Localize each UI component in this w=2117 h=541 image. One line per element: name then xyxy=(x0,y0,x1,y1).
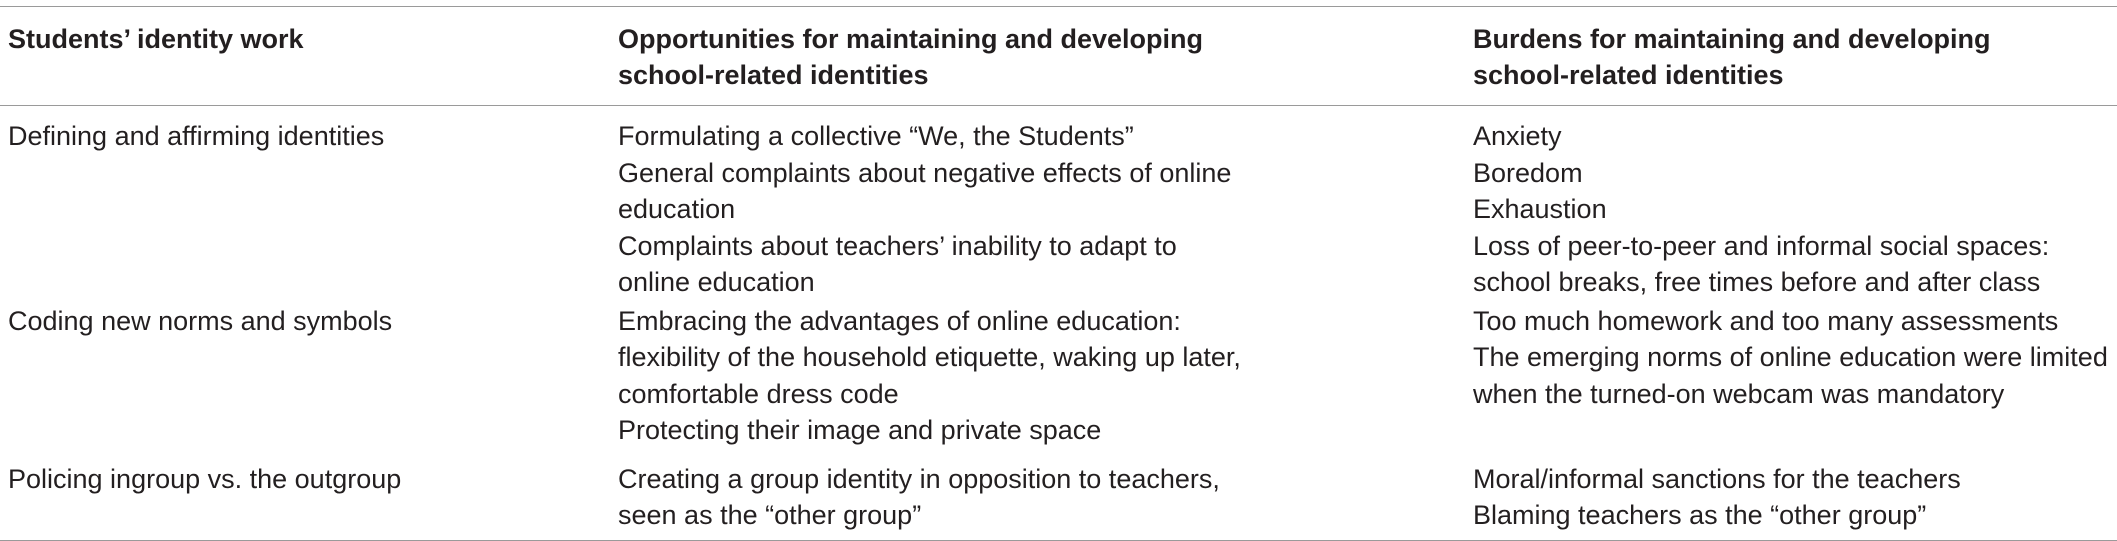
opportunity-line: seen as the “other group” xyxy=(618,500,922,530)
table-header-row xyxy=(0,7,2117,106)
opportunity-line: Creating a group identity in opposition to teachers, xyxy=(618,463,1220,494)
header-burdens-line-1: Burdens for maintaining and developing xyxy=(1473,24,1991,54)
burden-line: The emerging norms of online education were limited xyxy=(1473,342,2108,372)
opportunity-line: comfortable dress code xyxy=(618,378,899,409)
opportunity-line: education xyxy=(618,194,736,224)
cell-burdens xyxy=(1465,106,2117,301)
identity-work-table-container xyxy=(0,6,2117,541)
identity-work-label: Policing ingroup vs. the outgroup xyxy=(8,463,402,494)
identity-work-table xyxy=(0,6,2117,541)
burden-line: Too much homework and too many assessments xyxy=(1473,305,2059,336)
identity-work-label: Defining and affirming identities xyxy=(8,121,385,151)
header-opportunities xyxy=(610,7,1465,106)
header-burdens xyxy=(1465,7,2117,106)
header-burdens-line-2: school-related identities xyxy=(1473,60,1784,90)
opportunity-line: Embracing the advantages of online education: xyxy=(618,305,1181,336)
burden-line: Anxiety xyxy=(1473,121,1562,151)
table-row xyxy=(0,301,2117,449)
cell-burdens xyxy=(1465,449,2117,541)
burden-line: Boredom xyxy=(1473,157,1583,188)
cell-burdens xyxy=(1465,301,2117,449)
opportunity-line: Formulating a collective “We, the Students” xyxy=(618,121,1134,151)
opportunity-line: Protecting their image and private space xyxy=(618,415,1102,445)
opportunity-line: Complaints about teachers’ inability to adapt to xyxy=(618,230,1177,261)
opportunity-line: General complaints about negative effects of online xyxy=(618,157,1232,188)
header-opportunities-line-1: Opportunities for maintaining and developing xyxy=(618,24,1204,54)
burden-line: Blaming teachers as the “other group” xyxy=(1473,500,1927,530)
header-identity-work-label: Students’ identity work xyxy=(8,24,304,54)
opportunity-line: online education xyxy=(618,267,815,297)
burden-line: when the turned-on webcam was mandatory xyxy=(1473,378,2005,409)
cell-identity-work xyxy=(0,449,610,541)
burden-line: school breaks, free times before and after class xyxy=(1473,267,2041,297)
cell-identity-work xyxy=(0,301,610,449)
cell-opportunities xyxy=(610,449,1465,541)
table-row xyxy=(0,449,2117,541)
burden-line: Moral/informal sanctions for the teachers xyxy=(1473,463,1961,494)
opportunity-line: flexibility of the household etiquette, waking up later, xyxy=(618,342,1241,372)
burden-line: Exhaustion xyxy=(1473,194,1607,224)
table-row xyxy=(0,106,2117,301)
header-identity-work xyxy=(0,7,610,106)
burden-line: Loss of peer-to-peer and informal social spaces: xyxy=(1473,230,2050,261)
cell-identity-work xyxy=(0,106,610,301)
header-opportunities-line-2: school-related identities xyxy=(618,60,929,90)
cell-opportunities xyxy=(610,106,1465,301)
identity-work-label: Coding new norms and symbols xyxy=(8,305,393,336)
cell-opportunities xyxy=(610,301,1465,449)
